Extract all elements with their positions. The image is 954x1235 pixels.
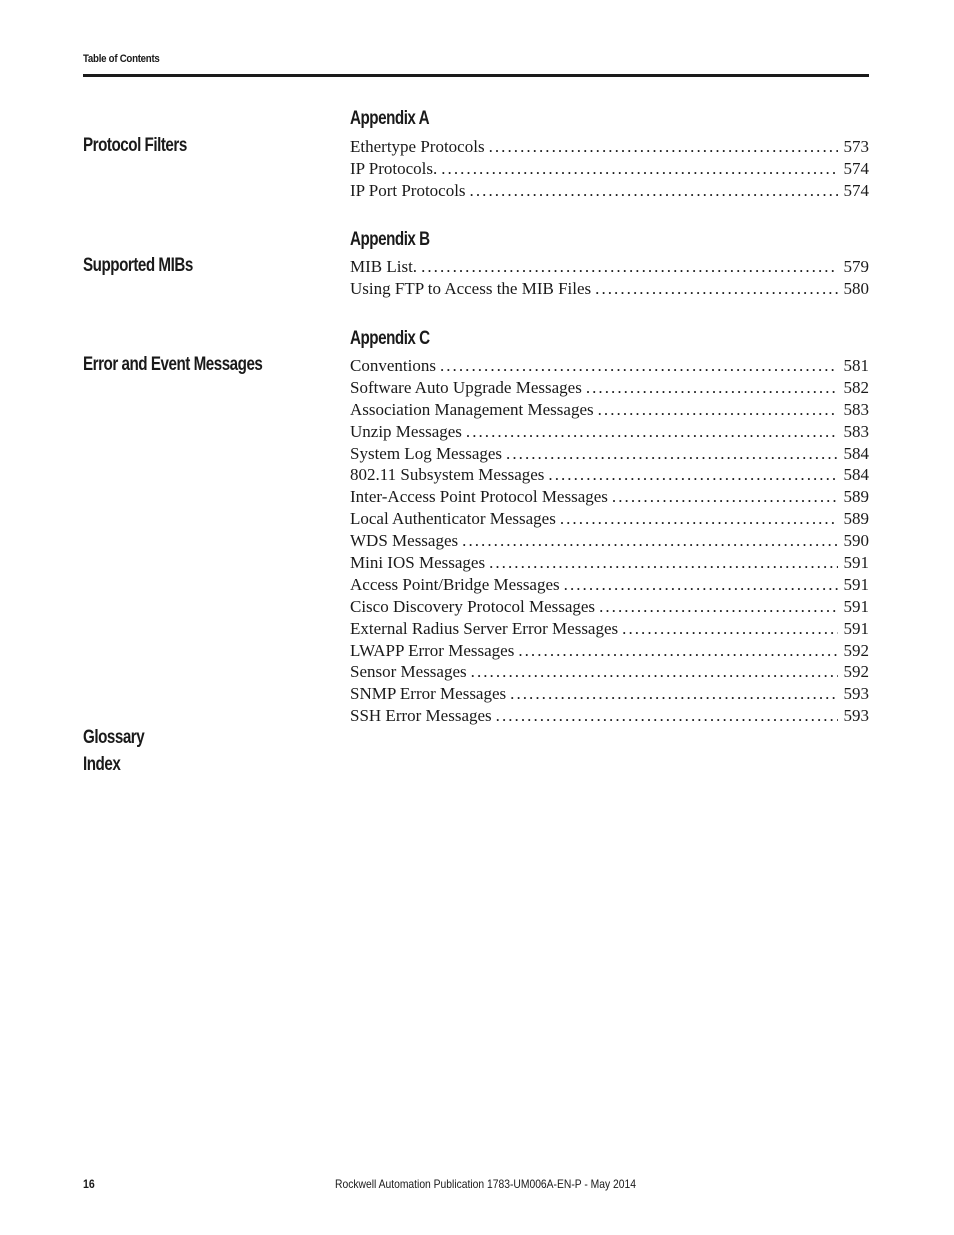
dot-leader [548,464,837,486]
toc-entry-page: 592 [843,640,869,660]
toc-entry-page: 593 [843,684,869,704]
dot-leader [599,596,837,618]
toc-entry-page: 582 [843,377,869,397]
toc-entry-page: 584 [843,465,869,485]
dot-leader [489,552,837,574]
toc-entry-page: 591 [843,553,869,573]
section-supported-mibs[interactable]: Supported MIBs [83,255,193,276]
section-glossary[interactable]: Glossary [83,727,145,748]
toc-entry[interactable] [350,399,869,421]
toc-entry-page: 589 [843,509,869,529]
toc-entry-page: 583 [843,421,869,441]
toc-entry-page: 592 [843,662,869,682]
toc-entry[interactable] [350,618,869,640]
toc-entry-page: 580 [843,278,869,298]
toc-entry-page: 583 [843,399,869,419]
toc-entry[interactable] [350,443,869,465]
appendix-a-heading: Appendix A [350,108,430,129]
toc-entry[interactable] [350,278,869,300]
toc-entry-page: 584 [843,443,869,463]
dot-leader [560,508,838,530]
dot-leader [518,640,837,662]
toc-entry[interactable] [350,355,869,377]
toc-entry-label: System Log Messages [350,443,503,463]
toc-entry-page: 590 [843,531,869,551]
toc-entry[interactable] [350,180,869,202]
header-rule [83,74,869,77]
toc-entry-label: LWAPP Error Messages [350,640,515,660]
toc-entry-label: Software Auto Upgrade Messages [350,377,582,397]
dot-leader [595,278,837,300]
toc-entry[interactable] [350,421,869,443]
dot-leader [441,158,837,180]
toc-entry[interactable] [350,256,869,278]
toc-entry[interactable] [350,136,869,158]
toc-entry-page: 591 [843,596,869,616]
dot-leader [510,683,837,705]
toc-entry-label: MIB List. [350,257,418,276]
toc-entry[interactable] [350,158,869,180]
dot-leader [440,355,838,377]
dot-leader [466,421,838,443]
toc-entry-label: Cisco Discovery Protocol Messages [350,596,596,616]
toc-entry-page: 573 [843,137,869,156]
appendix-c-heading: Appendix C [350,328,430,349]
toc-entry[interactable] [350,552,869,574]
appendix-a-entries [350,136,869,202]
section-protocol-filters[interactable]: Protocol Filters [83,135,187,156]
toc-entry-label: SSH Error Messages [350,706,492,726]
toc-entry-label: Access Point/Bridge Messages [350,574,560,594]
dot-leader [421,256,837,278]
toc-entry[interactable] [350,530,869,552]
toc-entry-page: 574 [843,158,869,178]
toc-entry-label: SNMP Error Messages [350,684,507,704]
appendix-b-entries [350,256,869,300]
dot-leader [470,180,838,202]
toc-entry-label: Association Management Messages [350,399,594,419]
dot-leader [462,530,837,552]
toc-entry-label: Sensor Messages [350,662,467,682]
dot-leader [489,136,838,158]
toc-entry-page: 593 [843,706,869,726]
toc-entry-label: WDS Messages [350,531,459,551]
toc-entry-label: Mini IOS Messages [350,553,486,573]
toc-entry[interactable] [350,640,869,662]
toc-entry[interactable] [350,574,869,596]
dot-leader [586,377,838,399]
toc-entry[interactable] [350,486,869,508]
toc-entry-page: 589 [843,487,869,507]
running-header-title: Table of Contents [83,53,160,65]
toc-entry-page: 581 [843,356,869,375]
toc-entry-label: Conventions [350,356,436,375]
toc-entry-label: 802.11 Subsystem Messages [350,465,545,485]
toc-entry-page: 574 [843,180,869,200]
toc-entry-label: Inter-Access Point Protocol Messages [350,487,608,507]
toc-entry[interactable] [350,508,869,530]
toc-entry-label: Unzip Messages [350,421,462,441]
dot-leader [506,443,837,465]
toc-entry[interactable] [350,464,869,486]
toc-entry[interactable] [350,683,869,705]
toc-entry-label: IP Port Protocols [350,180,466,200]
dot-leader [564,574,838,596]
appendix-b-heading: Appendix B [350,229,430,250]
toc-entry[interactable] [350,377,869,399]
dot-leader [612,486,838,508]
dot-leader [496,705,838,727]
toc-entry[interactable] [350,661,869,683]
appendix-c-entries [350,355,869,727]
toc-entry[interactable] [350,705,869,727]
toc-entry-label: External Radius Server Error Messages [350,618,619,638]
footer-page-number: 16 [83,1177,95,1191]
toc-entry-label: Ethertype Protocols [350,137,485,156]
toc-entry-label: Local Authenticator Messages [350,509,556,529]
footer-publication: Rockwell Automation Publication 1783-UM006A-EN-P - May 2014 [335,1177,636,1191]
toc-entry-label: Using FTP to Access the MIB Files [350,278,592,298]
toc-entry-page: 591 [843,618,869,638]
dot-leader [598,399,838,421]
dot-leader [471,661,838,683]
toc-entry[interactable] [350,596,869,618]
toc-entry-label: IP Protocols. [350,158,438,178]
toc-entry-page: 579 [843,257,869,276]
section-index[interactable]: Index [83,754,121,775]
dot-leader [622,618,837,640]
section-error-and-event-messages[interactable]: Error and Event Messages [83,354,263,375]
toc-entry-page: 591 [843,574,869,594]
